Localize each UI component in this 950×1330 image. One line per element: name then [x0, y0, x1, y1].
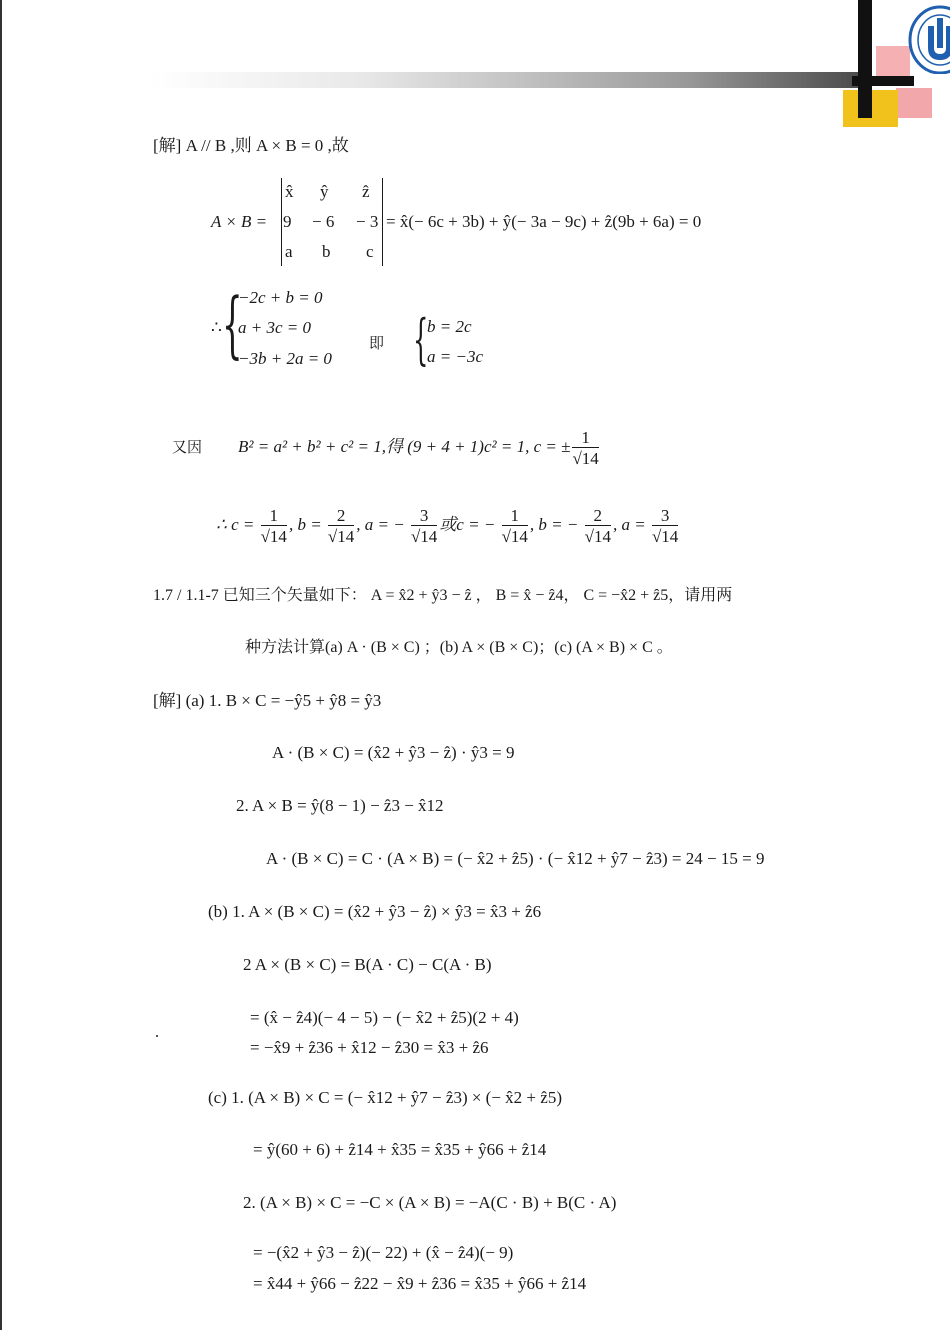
fraction — [572, 428, 598, 469]
fraction-num: 1 — [261, 506, 287, 526]
therefore-symbol: ∴ — [211, 318, 222, 337]
fraction — [585, 506, 611, 547]
determinant-matrix — [281, 178, 383, 266]
university-seal-icon — [906, 4, 950, 74]
fraction-den: √14 — [651, 526, 679, 546]
part-a-step-1-result: A · (B × C) = (x̂2 + ŷ3 − ẑ) · ŷ3 = 9 — [272, 743, 515, 762]
problem-statement-cont: 种方法计算(a) A · (B × C) ；(b) A × (B × C)；(c) (A × B) × C 。 — [245, 639, 673, 656]
part-b-step-2: 2 A × (B × C) = B(A · C) − C(A · B) — [243, 955, 492, 974]
normalization-text: B² = a² + b² + c² = 1,得 (9 + 4 + 1)c² = 1, c = ± — [238, 437, 571, 456]
det-cell: ẑ — [362, 182, 370, 201]
fraction-den: √14 — [501, 526, 528, 546]
solutions-prefix: ∴ c = — [216, 515, 255, 534]
part-c-step-2: 2. (A × B) × C = −C × (A × B) = −A(C · B) + B(C · A) — [243, 1193, 617, 1212]
solutions-sep: 或c = − — [439, 515, 496, 534]
fraction — [328, 506, 354, 547]
fraction-num: 2 — [328, 506, 354, 526]
fraction-num: 1 — [572, 428, 598, 448]
fraction-num: 3 — [411, 506, 437, 526]
left-brace: { — [413, 308, 429, 371]
stray-dot — [156, 1035, 158, 1037]
fraction-den: √14 — [260, 526, 287, 546]
equation: −2c + b = 0 — [238, 288, 323, 307]
det-cell: − 6 — [312, 212, 335, 231]
part-c-step-1-result: = ŷ(60 + 6) + ẑ14 + x̂35 = x̂35 + ŷ66 + ẑ14 — [253, 1140, 547, 1159]
left-brace: { — [222, 282, 243, 366]
youyin-word: 又因 — [172, 438, 203, 456]
equation: b = 2c — [427, 317, 472, 336]
part-c-step-2-expand: = −(x̂2 + ŷ3 − ẑ)(− 22) + (x̂ − ẑ4)(− 9) — [253, 1243, 514, 1262]
solution-line-1: [解] A // B ,则 A × B = 0 ,故 — [153, 136, 349, 155]
decor-pink-square — [896, 88, 932, 118]
equation: a = −3c — [427, 347, 483, 366]
fraction — [652, 506, 678, 547]
decor-black-bar — [858, 0, 872, 118]
cross-product-lhs: A × B = — [211, 212, 268, 231]
fraction-num: 1 — [502, 506, 528, 526]
part-a-step-2-result: A · (B × C) = C · (A × B) = (− x̂2 + ẑ5) · (− x̂12 + ŷ7 − ẑ3) = 24 − 15 = 9 — [266, 849, 765, 868]
det-cell: − 3 — [356, 212, 379, 231]
page-left-border — [0, 0, 2, 1330]
decor-black-bar — [852, 76, 914, 86]
part-b-step-2-result: = −x̂9 + ẑ36 + x̂12 − ẑ30 = x̂3 + ẑ6 — [250, 1038, 489, 1057]
decor-pink-square — [876, 46, 910, 76]
det-cell: 9 — [283, 212, 292, 231]
fraction-num: 2 — [585, 506, 611, 526]
fraction — [261, 506, 287, 547]
part-a-step-1: [解] (a) 1. B × C = −ŷ5 + ŷ8 = ŷ3 — [153, 691, 382, 710]
solutions-sep: , b = − — [529, 515, 579, 534]
det-cell: x̂ — [285, 182, 294, 201]
fraction — [411, 506, 437, 547]
det-cell: c — [366, 242, 374, 261]
ji-word: 即 — [369, 334, 385, 352]
cross-product-rhs: = x̂(− 6c + 3b) + ŷ(− 3a − 9c) + ẑ(9b + 6a) = 0 — [386, 212, 702, 231]
fraction-den: √14 — [410, 526, 438, 546]
solutions-sep: , b = — [288, 515, 322, 534]
det-cell: ŷ — [320, 182, 329, 201]
problem-statement: 1.7 / 1.1-7 已知三个矢量如下： A = x̂2 + ŷ3 − ẑ ， B = x̂ − ẑ4， C = −x̂2 + ẑ5，请用两 — [153, 587, 733, 604]
part-a-step-2: 2. A × B = ŷ(8 − 1) − ẑ3 − x̂12 — [236, 796, 444, 815]
fraction-den: √14 — [584, 526, 611, 546]
solutions-line — [216, 504, 680, 547]
fraction-num: 3 — [652, 506, 678, 526]
solutions-sep: , a = − — [356, 515, 405, 534]
det-cell: b — [322, 242, 331, 261]
part-c-step-1: (c) 1. (A × B) × C = (− x̂12 + ŷ7 − ẑ3) × (− x̂2 + ẑ5) — [208, 1088, 562, 1107]
fraction-den: √14 — [327, 526, 355, 546]
fraction — [502, 506, 528, 547]
header-gradient-bar — [150, 72, 862, 88]
part-b-step-2-expand: = (x̂ − ẑ4)(− 4 − 5) − (− x̂2 + ẑ5)(2 + 4) — [250, 1008, 519, 1027]
solutions-sep: , a = — [612, 515, 646, 534]
normalization-line — [238, 426, 601, 469]
fraction-den: √14 — [572, 448, 599, 468]
det-cell: a — [285, 242, 293, 261]
part-b-step-1: (b) 1. A × (B × C) = (x̂2 + ŷ3 − ẑ) × ŷ3 = x̂3 + ẑ6 — [208, 902, 542, 921]
equation: −3b + 2a = 0 — [238, 349, 332, 368]
part-c-step-2-result: = x̂44 + ŷ66 − ẑ22 − x̂9 + ẑ36 = x̂35 + ŷ66 + ẑ14 — [253, 1274, 587, 1293]
equation: a + 3c = 0 — [238, 318, 311, 337]
